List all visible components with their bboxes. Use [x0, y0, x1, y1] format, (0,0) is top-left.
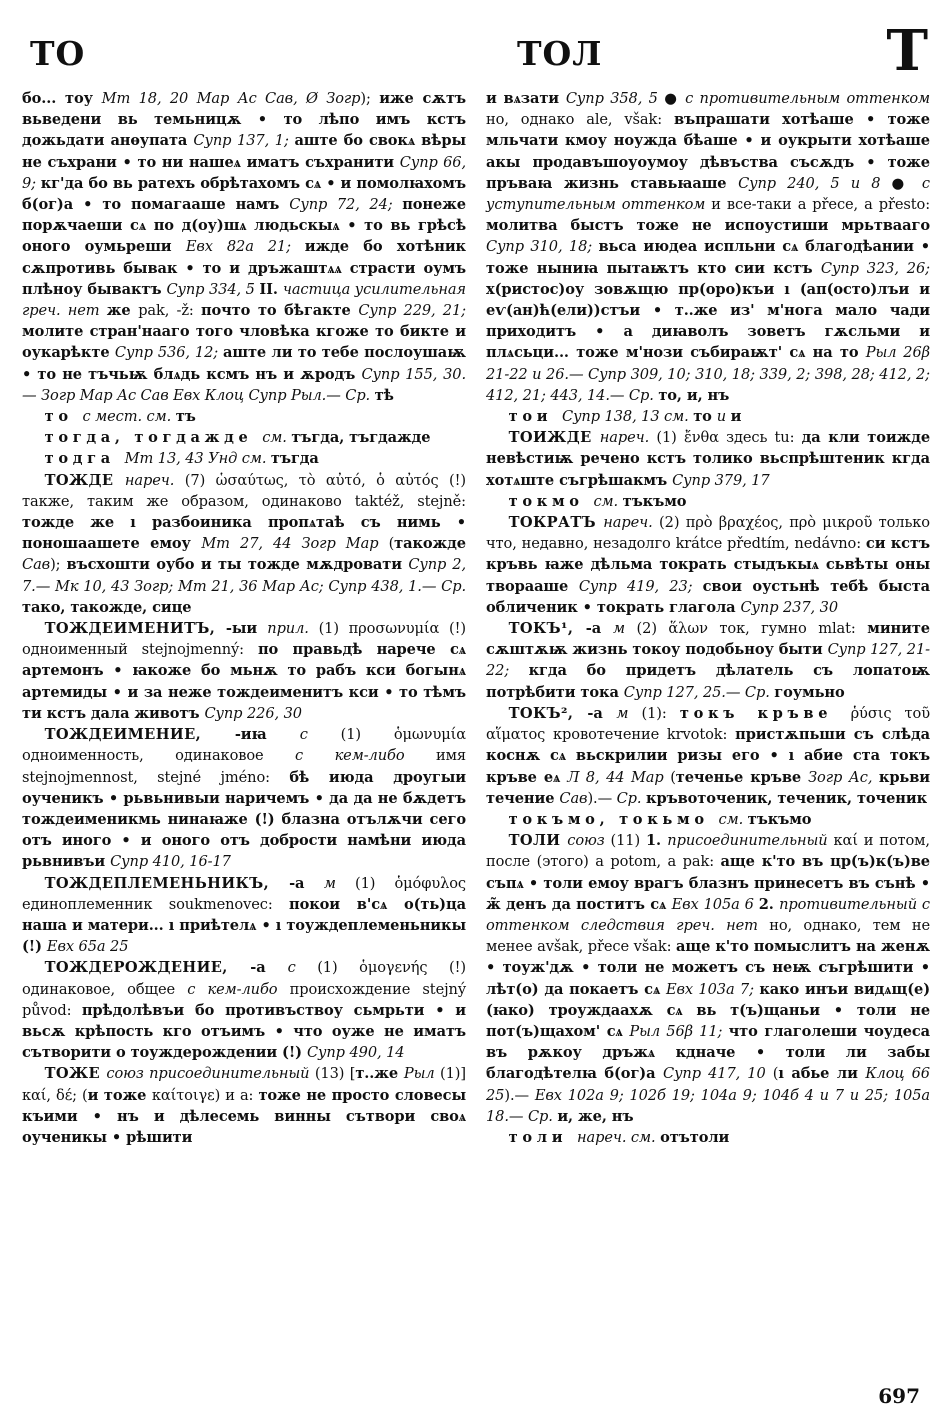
- text-run: толи: [508, 1128, 577, 1146]
- entry-paragraph: [22, 957, 466, 1063]
- text-run: тоже не просто словесы къими • нъ и дѣлесемь винны сътвори своѧ оученикы • рѣшити: [22, 1086, 466, 1146]
- text-run: тъкъмо: [622, 492, 687, 510]
- text-run: ●: [664, 90, 686, 107]
- entry-paragraph: [22, 427, 466, 448]
- text-run: (1) ἔνθα здесь tu:: [656, 429, 802, 447]
- text-run: аще к'то въ цр(ъ)к(ъ)ве съпѧ • толи емоу врагъ блазнъ принесетъ въ сънѣ • ж̃ денъ да поститъ сѧ: [486, 853, 930, 913]
- text-run: т..же: [355, 1065, 404, 1083]
- text-run: бѣ июда дроугыи оученикъ • рьвьнивыи наричемъ • да да не бѫдетъ тождеименикмь нинаꙗже (!) блазна отълѫчи сего отъ иного • и оного отъ добрости намѣни июда рьвнивъи: [22, 768, 466, 871]
- text-run: прѣдолѣвъи бо противъствоу сьмрьти • и вьсѫ крѣпость кго отъимъ • что оуже не иматъ сътворити о тоуждерождении (!): [22, 1001, 466, 1062]
- text-run: аще к'то помыслитъ на женѫ • тоуж'дѫ • толи не можетъ съ неѭ съгрѣшити • лѣт(о) да покаетъ сѧ: [486, 938, 931, 998]
- column-right: [486, 88, 930, 1148]
- text-run: то, и, нъ: [658, 386, 730, 404]
- text-run: Супр 410, 16-17: [110, 853, 231, 871]
- text-run: токъ кръве: [679, 704, 851, 722]
- text-run: тъгда, тъгдажде: [291, 429, 431, 447]
- entry-paragraph: [22, 618, 466, 724]
- text-run: и вѧзати: [486, 90, 566, 107]
- text-run: имя stejnojmennost, stejné jméno:: [22, 747, 466, 786]
- text-run: Супр 358, 5: [565, 90, 665, 107]
- text-run: и, же, нъ: [557, 1107, 634, 1125]
- text-run: Супр 536, 12;: [114, 344, 224, 362]
- text-run: тогда, тогдажде: [44, 429, 263, 447]
- entry-paragraph: [486, 406, 930, 427]
- text-run: нареч.: [599, 429, 657, 447]
- text-run: ижде бо хотѣник сѫпротивь бывак • то и дръжаштѧѧ страсти оумъ плѣноу бывактъ: [22, 238, 466, 298]
- text-run: Супр 310, 18;: [486, 238, 599, 256]
- text-run: pak, -ž:: [138, 302, 201, 320]
- text-run: ТОЖДЕ: [44, 471, 125, 489]
- text-run: Супр 137, 1;: [193, 132, 295, 150]
- text-run: ТОЖДЕПЛЕМЕНЬНИКЪ,: [44, 874, 290, 892]
- entry-paragraph: [486, 491, 930, 512]
- text-run: καίτοιγε) и а:: [151, 1086, 259, 1104]
- text-run: ТОЛИ: [508, 832, 568, 850]
- text-run: -ыи: [225, 620, 268, 638]
- text-run: м: [613, 620, 637, 638]
- text-run: ТОЖДЕИМЕНИТЪ,: [44, 620, 226, 638]
- text-run: с мест. см.: [82, 408, 176, 426]
- text-run: (: [772, 1065, 779, 1083]
- text-run: аште бо свокѧ вѣры не съхрани • то ни нашеѧ иматъ съхранити: [22, 132, 466, 171]
- text-run: Супр 72, 24;: [289, 196, 403, 214]
- entry-paragraph: [486, 88, 930, 406]
- text-run: Супр 237, 30: [740, 598, 838, 616]
- text-run: (11): [610, 832, 646, 850]
- text-run: почто то бѣгакте: [200, 302, 359, 320]
- text-run: Супр 127, 25.— Ср.: [623, 683, 775, 701]
- text-run: гоумьно: [774, 683, 845, 701]
- text-run: Сав: [22, 556, 51, 574]
- text-run: нареч.: [603, 514, 660, 532]
- text-run: иже сѫтъ вьведени вь темьницѫ • то лѣпо имъ кстъ дожьдати анѳупата: [22, 90, 466, 150]
- text-run: (7) ὡσαύτως, τὸ αὐτό, ὁ αὐτός (!) также, таким же образом, одинаково taktéž, stejně:: [22, 471, 466, 510]
- entry-paragraph: [486, 809, 930, 830]
- text-run: Супр 226, 30: [204, 704, 302, 722]
- text-run: );: [360, 90, 380, 107]
- text-run: Супр 417, 10: [663, 1065, 773, 1083]
- text-run: союз присоединительный: [106, 1065, 315, 1083]
- text-run: отътоли: [660, 1128, 730, 1146]
- text-run: противительный с оттенком следствия греч. нет: [486, 895, 930, 934]
- text-run: и все-таки a přece, a přesto:: [711, 196, 931, 214]
- text-run: -иꙗ: [234, 726, 300, 744]
- text-run: въсхошти оубо и ты тожде мѫдровати: [66, 556, 409, 574]
- text-run: (: [670, 768, 676, 786]
- entry-paragraph: [22, 724, 466, 872]
- text-run: Рыл: [403, 1065, 440, 1083]
- text-run: (2) πρὸ βραχέος, πρὸ μικροῦ только что, недавно, незадолго krátce předtím, nedávno:: [486, 514, 930, 553]
- text-run: си кстъ кръвь ꙗже дѣльма тократь стыдъкыѧ сьвѣты оны творааше: [486, 535, 930, 595]
- entry-paragraph: [22, 88, 466, 406]
- entry-paragraph: [486, 703, 930, 809]
- text-run: Зогр Ас,: [808, 768, 879, 786]
- entry-paragraph: [22, 470, 466, 618]
- text-run: II.: [259, 280, 283, 298]
- entry-paragraph: [22, 448, 466, 469]
- text-run: (1) ὁμωνυμία одноименность, одинаковое: [22, 726, 466, 765]
- text-run: бо... тоу: [22, 90, 102, 107]
- text-columns: [22, 88, 930, 1148]
- text-run: ).—: [504, 1086, 535, 1104]
- text-run: Супр 323, 26;: [820, 259, 930, 277]
- entry-paragraph: [486, 618, 930, 703]
- text-run: понеже порѫчаеши сѧ по д(оу)шѧ людьскыѧ • то вь грѣсѣ оного оумьреши: [22, 196, 466, 256]
- text-run: частица усилительная греч. нет: [22, 280, 466, 320]
- text-run: см.: [262, 429, 292, 447]
- text-run: присоединительный: [667, 832, 834, 850]
- text-run: тожде же ı разбоиника пропѧтаѣ съ нимь • поношаашете емоу: [22, 514, 466, 553]
- text-run: такожде: [394, 535, 466, 553]
- text-run: Супр 155, 30.— Зогр Мар Ас Сав Евх Клоц Супр Рыл.— Ср.: [22, 365, 466, 404]
- text-run: см.: [593, 492, 623, 510]
- text-run: Клоц 66 25: [486, 1065, 930, 1104]
- text-run: Супр 334, 5: [166, 280, 260, 298]
- text-run: Рыл 26β 21-22 и 26.— Супр 309, 10; 310, 18; 339, 2; 398, 28; 412, 2; 412, 21; 443, 14.— Ср.: [486, 344, 930, 404]
- text-run: 1.: [645, 832, 668, 850]
- text-run: но, однако, тем не менее avšak, přece však:: [486, 916, 930, 956]
- text-run: Супр 138, 13 см.: [562, 408, 694, 426]
- running-head-center: ТОЛ: [517, 34, 603, 73]
- entry-paragraph: [22, 1063, 466, 1148]
- text-run: -а: [587, 704, 617, 722]
- text-run: ТОКЪ²,: [508, 704, 588, 722]
- text-run: же: [106, 302, 139, 320]
- text-run: Л 8, 44 Мар: [567, 768, 671, 786]
- text-run: Мт 13, 43 Унд см.: [124, 450, 271, 468]
- text-run: то: [693, 408, 717, 426]
- text-run: -а: [250, 959, 288, 977]
- text-run: ТОЖДЕРОЖДЕНИЕ,: [44, 959, 251, 977]
- text-run: ТОЖДЕИМЕНИЕ,: [44, 726, 235, 744]
- text-run: ı абье ли: [778, 1065, 866, 1083]
- text-run: по правьдѣ нарече сѧ артемонъ • ꙗкоже бо мьнѫ то рабъ кси богынѧ артемиды • и за неже тождеименитъ кси • то тѣмъ ти кстъ дала животъ: [22, 641, 466, 722]
- text-run: вьса июдеа испльни сѧ благодѣании • тоже ныниꙗ пытаѭтъ кто сии кстъ: [486, 238, 930, 277]
- text-run: 2.: [758, 895, 780, 913]
- text-run: тои: [508, 408, 562, 426]
- page-header: [30, 18, 928, 84]
- text-run: (13) [: [314, 1065, 356, 1083]
- text-run: тако, такожде, сице: [22, 598, 192, 616]
- text-run: Сав: [559, 789, 588, 807]
- text-run: покои в'сѧ о(ть)ца наша и матери... ı приѣтелѧ • ı тоуждеплеменьникы (!): [22, 895, 466, 956]
- text-run: нареч.: [124, 471, 185, 489]
- text-run: (1) προσωνυμία (!) одноименный stejnojmenný:: [22, 620, 466, 659]
- text-run: Супр 240, 5 и 8: [738, 174, 892, 192]
- text-run: (: [388, 535, 395, 553]
- text-run: то: [44, 408, 83, 426]
- text-run: ῥύσις τοῦ αἵματος кровотечение krvotok:: [486, 704, 930, 744]
- text-run: καί и потом, после (этого) a potom, a pak:: [486, 832, 930, 871]
- text-run: да кли тоижде невѣстиѭ речено кстъ толико вьспрѣштеник кгда хотѧште съгрѣшакмъ: [486, 429, 930, 489]
- text-run: и: [716, 408, 731, 426]
- text-run: ).—: [587, 789, 617, 807]
- text-run: см.: [718, 810, 748, 828]
- text-run: Супр 419, 23;: [578, 577, 703, 595]
- text-run: но, однако ale, však:: [486, 111, 675, 129]
- text-run: с кем-либо: [295, 747, 436, 765]
- text-run: Супр 379, 17: [672, 471, 770, 489]
- entry-paragraph: [486, 1127, 930, 1148]
- text-run: кг'да бо вь ратехъ обрѣтахомъ сѧ • и помолꙗхомъ б(ог)а • то помагааше намъ: [22, 174, 466, 214]
- page-footer: [878, 1384, 920, 1408]
- text-run: (1) ὁμογενής (!) одинаковое, общее: [22, 959, 466, 998]
- text-run: како инъи видѧщ(е) (ꙗко) троуждаахѫ сѧ вь т(ъ)щаньи • толи не пот(ъ)щахом' сѧ: [486, 980, 930, 1040]
- text-run: въпрашати хотѣаше • тоже мльчати кмоу ноужда бѣаше • и оукрыти хотѣаше акы продавъшоуоумоу дѣвъства съсѫдъ • тоже пръваꙗ жизнь ставьꙗаше: [486, 111, 930, 192]
- text-run: свои оустьнѣ тебѣ быста обличеник • тократь глагола: [486, 577, 930, 616]
- text-run: );: [50, 556, 67, 574]
- text-run: х(ристос)оу зовѫщю пр(оро)къи ı (ап(осто)лъи и еѵ(ан)ћ(ели))стъи • т..же из' м'нога мало чади приходитъ • а диꙗволъ зоветъ гѫсльми и плѧсьци... тоже м'нози събираѭт' сѧ на то: [486, 280, 930, 362]
- text-run: Супр 66, 9;: [22, 153, 467, 192]
- entry-paragraph: [22, 873, 466, 958]
- text-run: кръвоточеник, теченик, точеник: [646, 789, 928, 807]
- text-run: Евх 103а 7;: [665, 980, 760, 998]
- text-run: Евх 82а 21;: [185, 238, 305, 256]
- text-run: с: [299, 726, 341, 744]
- text-run: Рыл 56β 11;: [629, 1022, 729, 1040]
- text-run: Супр 2, 7.— Мк 10, 43 Зогр; Мт 21, 36 Мар Ас; Супр 438, 1.— Ср.: [22, 556, 466, 595]
- text-run: прил.: [267, 620, 319, 638]
- text-run: молите стран'нааго того чловѣка кгоже то бикте и оукарѣкте: [22, 323, 466, 362]
- text-run: Мт 27, 44 Зогр Мар: [201, 535, 389, 553]
- text-run: Супр 229, 21;: [358, 302, 466, 320]
- text-run: Евх 105а 6: [671, 895, 759, 913]
- text-run: (1)] καί, δέ; (: [22, 1065, 466, 1104]
- text-run: -а: [585, 620, 614, 638]
- column-left: [22, 88, 466, 1148]
- entry-paragraph: [22, 406, 466, 427]
- text-run: Супр 490, 14: [306, 1044, 405, 1062]
- text-run: ●: [891, 174, 922, 192]
- text-run: аште ли то тебе послоушаѭ • то не тъчьѭ блѧдь ксмъ нъ и ѫродъ: [22, 344, 466, 383]
- text-run: крьви течение: [486, 768, 931, 807]
- text-run: Мт 18, 20 Мар Ас Сав, Ø Зогр: [101, 90, 361, 107]
- text-run: тѣ: [374, 386, 394, 404]
- text-run: Евх 102а 9; 102б 19; 104а 9; 104б 4 и 7 и 25; 105а 18.— Ср.: [486, 1086, 931, 1125]
- text-run: молитва быстъ тоже не испоустиши мрьтвааго: [486, 217, 930, 235]
- text-run: ТОЖЕ: [44, 1065, 107, 1083]
- text-run: -а: [289, 874, 324, 892]
- text-run: (2) ἅλων ток, гумно mlat:: [636, 620, 868, 638]
- entry-paragraph: [486, 427, 930, 491]
- text-run: ТОИЖДЕ: [508, 429, 600, 447]
- text-run: Супр 127, 21-22;: [486, 641, 930, 680]
- entry-paragraph: [486, 830, 930, 1127]
- text-run: нареч. см.: [576, 1128, 661, 1146]
- entry-paragraph: [486, 512, 930, 618]
- text-run: происхождение stejný původ:: [22, 980, 466, 1019]
- text-run: м: [616, 704, 642, 722]
- text-run: с: [287, 959, 318, 977]
- section-letter: Т: [886, 18, 928, 84]
- text-run: союз: [567, 832, 611, 850]
- text-run: пристѫпьши съ слѣда коснѫ сѧ вьскрилии ризы его • ı абие ста токъ кръве еѧ: [486, 726, 930, 786]
- text-run: м: [323, 874, 355, 892]
- text-run: кгда бо придетъ дѣлатель съ лопатоѭ потрѣбити тока: [486, 662, 930, 701]
- text-run: ТОКРАТЪ: [508, 514, 604, 532]
- text-run: (1):: [641, 704, 680, 722]
- text-run: и тоже: [87, 1086, 152, 1104]
- text-run: токъмо, токьмо: [508, 810, 719, 828]
- text-run: с уступительным оттенком: [486, 174, 930, 214]
- text-run: тъгда: [270, 450, 319, 468]
- running-head-left: ТО: [30, 34, 86, 73]
- text-run: что глаголеши чоудеса въ рѫкоу дръжѧ кдначе • толи ли забы благодѣтелꙗ б(ог)а: [486, 1022, 930, 1083]
- text-run: с противительным оттенком: [685, 90, 931, 107]
- text-run: с кем-либо: [187, 980, 290, 998]
- text-run: токмо: [508, 492, 594, 510]
- text-run: (1) ὁμόφυλος единоплеменник soukmenovec:: [22, 874, 467, 913]
- text-run: и: [730, 408, 742, 426]
- text-run: теченье кръве: [675, 768, 809, 786]
- text-run: тъкъмо: [747, 810, 812, 828]
- text-run: ТОКЪ¹,: [508, 620, 586, 638]
- text-run: тодга: [44, 450, 125, 468]
- text-run: тъ: [175, 408, 196, 426]
- text-run: Ср.: [616, 789, 646, 807]
- text-run: Евх 65а 25: [46, 938, 129, 956]
- text-run: мините сѫштѫѭ жизнь токоу подобьноу быти: [486, 620, 930, 659]
- page-number: 697: [878, 1384, 920, 1408]
